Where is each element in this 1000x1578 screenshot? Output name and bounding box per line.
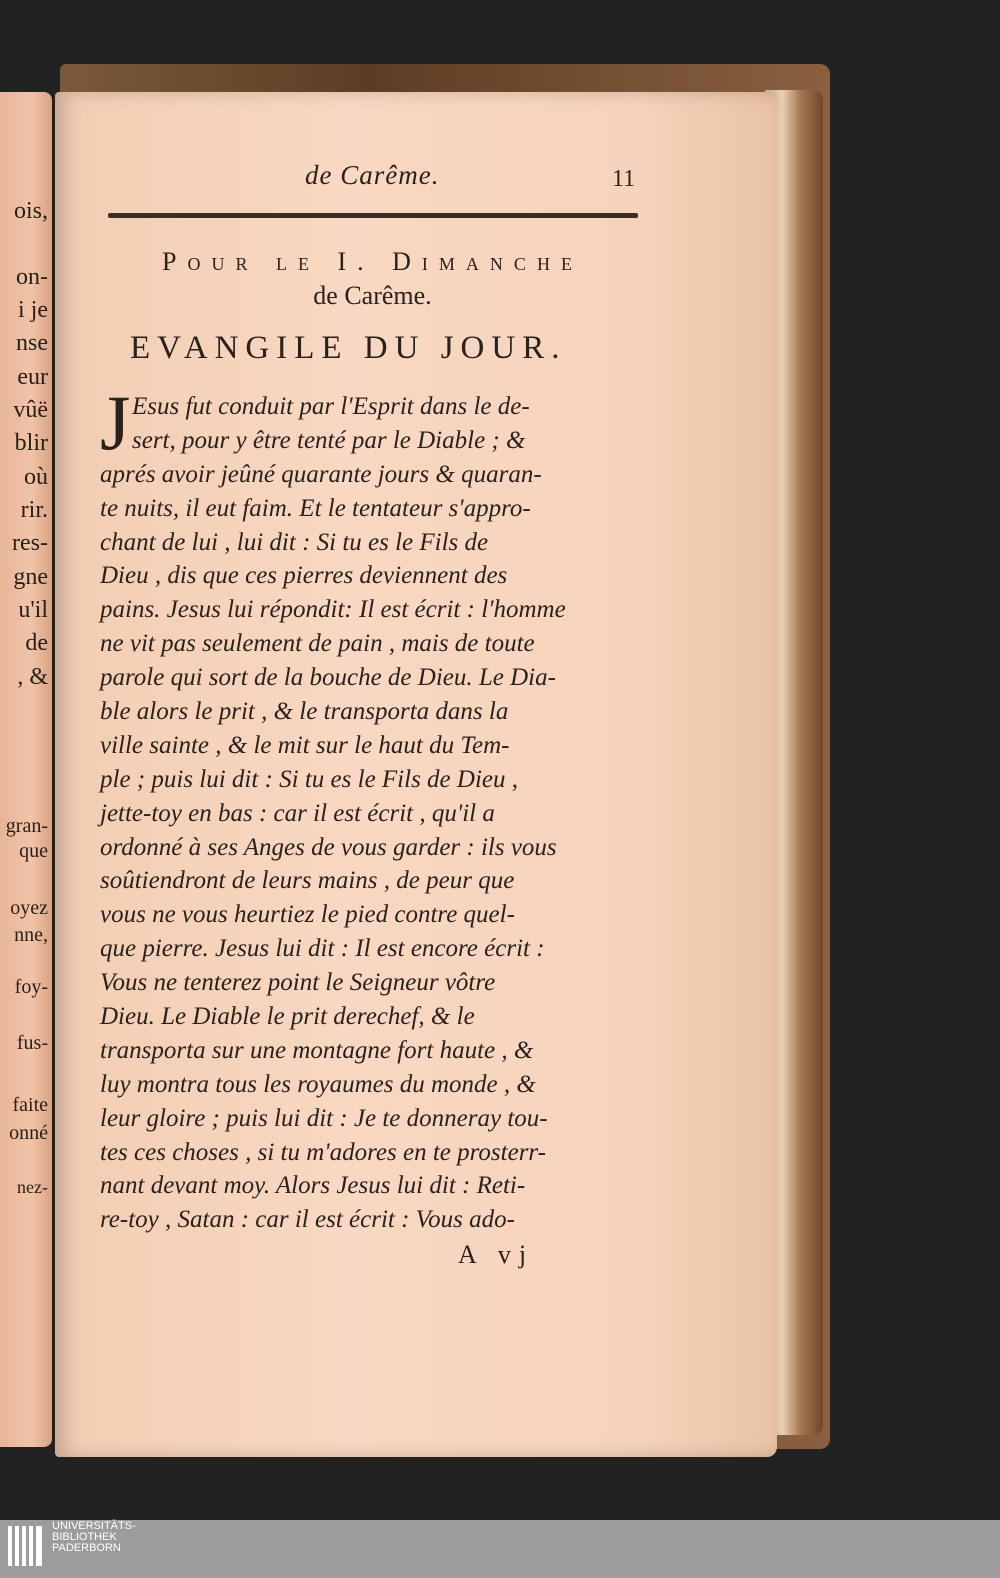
text-line: soûtiendront de leurs mains , de peur que [100,867,515,895]
text-line: Dieu , dis que ces pierres deviennent des [100,562,508,590]
left-text-fragment: que [19,840,48,862]
library-logo-text [52,1521,136,1554]
text-line: vous ne vous heurtiez le pied contre quel- [100,901,515,929]
logo-line-3: PADERBORN [52,1542,121,1554]
left-text-fragment: u'il [18,597,48,623]
left-text-fragment: faite [12,1094,48,1116]
text-line: pains. Jesus lui répondit: Il est écrit : l'homme [100,596,566,624]
left-text-fragment: , & [17,664,48,690]
text-line: transporta sur une montagne fort haute , & [100,1036,534,1064]
text-line: Dieu. Le Diable le prit derechef, & le [100,1003,475,1031]
left-text-fragment: nez- [17,1177,48,1197]
text-line: ville sainte , & le mit sur le haut du Tem- [100,731,510,759]
text-line: tes ces choses , si tu m'adores en te prosterr- [100,1138,546,1166]
left-text-fragment: ois, [13,198,48,224]
text-line: parole qui sort de la bouche de Dieu. Le Dia- [100,664,556,692]
left-text-fragment: nse [16,330,48,356]
left-text-fragment: rir. [20,497,48,523]
logo-line-1: UNIVERSITÄTS- [52,1520,136,1532]
text-line: re-toy , Satan : car il est écrit : Vous ado- [100,1206,515,1234]
text-line: ordonné à ses Anges de vous garder : ils vous [100,833,557,861]
left-text-fragment: de [25,630,48,656]
left-text-fragment: oyez [10,897,48,919]
left-text-fragment: foy- [14,976,48,998]
left-text-fragment: gne [13,564,48,590]
text-line: ne vit pas seulement de pain , mais de toute [100,630,535,658]
left-text-fragment: res- [12,530,48,556]
left-text-fragment: eur [17,364,48,390]
drop-capital: J [100,379,131,466]
left-text-fragment: onné [9,1122,48,1144]
signature-mark: A vj [458,1240,535,1269]
text-line: leur gloire ; puis lui dit : Je te donneray tou- [100,1104,548,1132]
text-line: chant de lui , lui dit : Si tu es le Fils de [100,528,489,556]
text-line: jette-toy en bas : car il est écrit , qu'il a [100,799,495,827]
left-text-fragment: on- [16,264,48,290]
text-line: que pierre. Jesus lui dit : Il est encore écrit : [100,935,545,963]
header-rule [108,213,638,218]
left-text-fragment: nne, [14,924,48,946]
library-logo-icon [6,1522,50,1572]
text-line: nant devant moy. Alors Jesus lui dit : Reti- [100,1172,526,1200]
text-line: ble alors le prit , & le transporta dans la [100,698,509,726]
text-line: ple ; puis lui dit : Si tu es le Fils de Dieu , [100,765,518,793]
text-line: sert, pour y être tenté par le Diable ; & [132,426,526,454]
section-heading [105,245,640,313]
running-header: de Carême. [305,160,440,190]
left-page-fragment [0,92,52,1447]
text-line: aprés avoir jeûné quarante jours & quaran- [100,460,542,488]
gospel-heading: EVANGILE DU JOUR. [130,330,567,366]
text-line: Vous ne tenterez point le Seigneur vôtre [100,969,496,997]
logo-line-2: BIBLIOTHEK [52,1531,117,1543]
section-heading-line1: Pour le I. Dimanche [162,247,583,276]
left-text-fragment: i je [18,297,48,323]
left-text-fragment: blir [14,430,48,456]
body-text [100,379,640,1237]
page-number: 11 [612,166,636,192]
text-line: Esus fut conduit par l'Esprit dans le de- [132,393,530,420]
section-heading-line2: de Carême. [313,281,432,310]
left-text-fragment: fus- [16,1032,48,1054]
text-line: luy montra tous les royaumes du monde , & [100,1070,536,1098]
left-text-fragment: vûë [13,397,48,423]
text-line: te nuits, il eut faim. Et le tentateur s'appro- [100,494,531,522]
left-text-fragment: où [24,464,48,490]
left-text-fragment: gran- [5,815,48,837]
library-footer-bar [0,1520,1000,1578]
